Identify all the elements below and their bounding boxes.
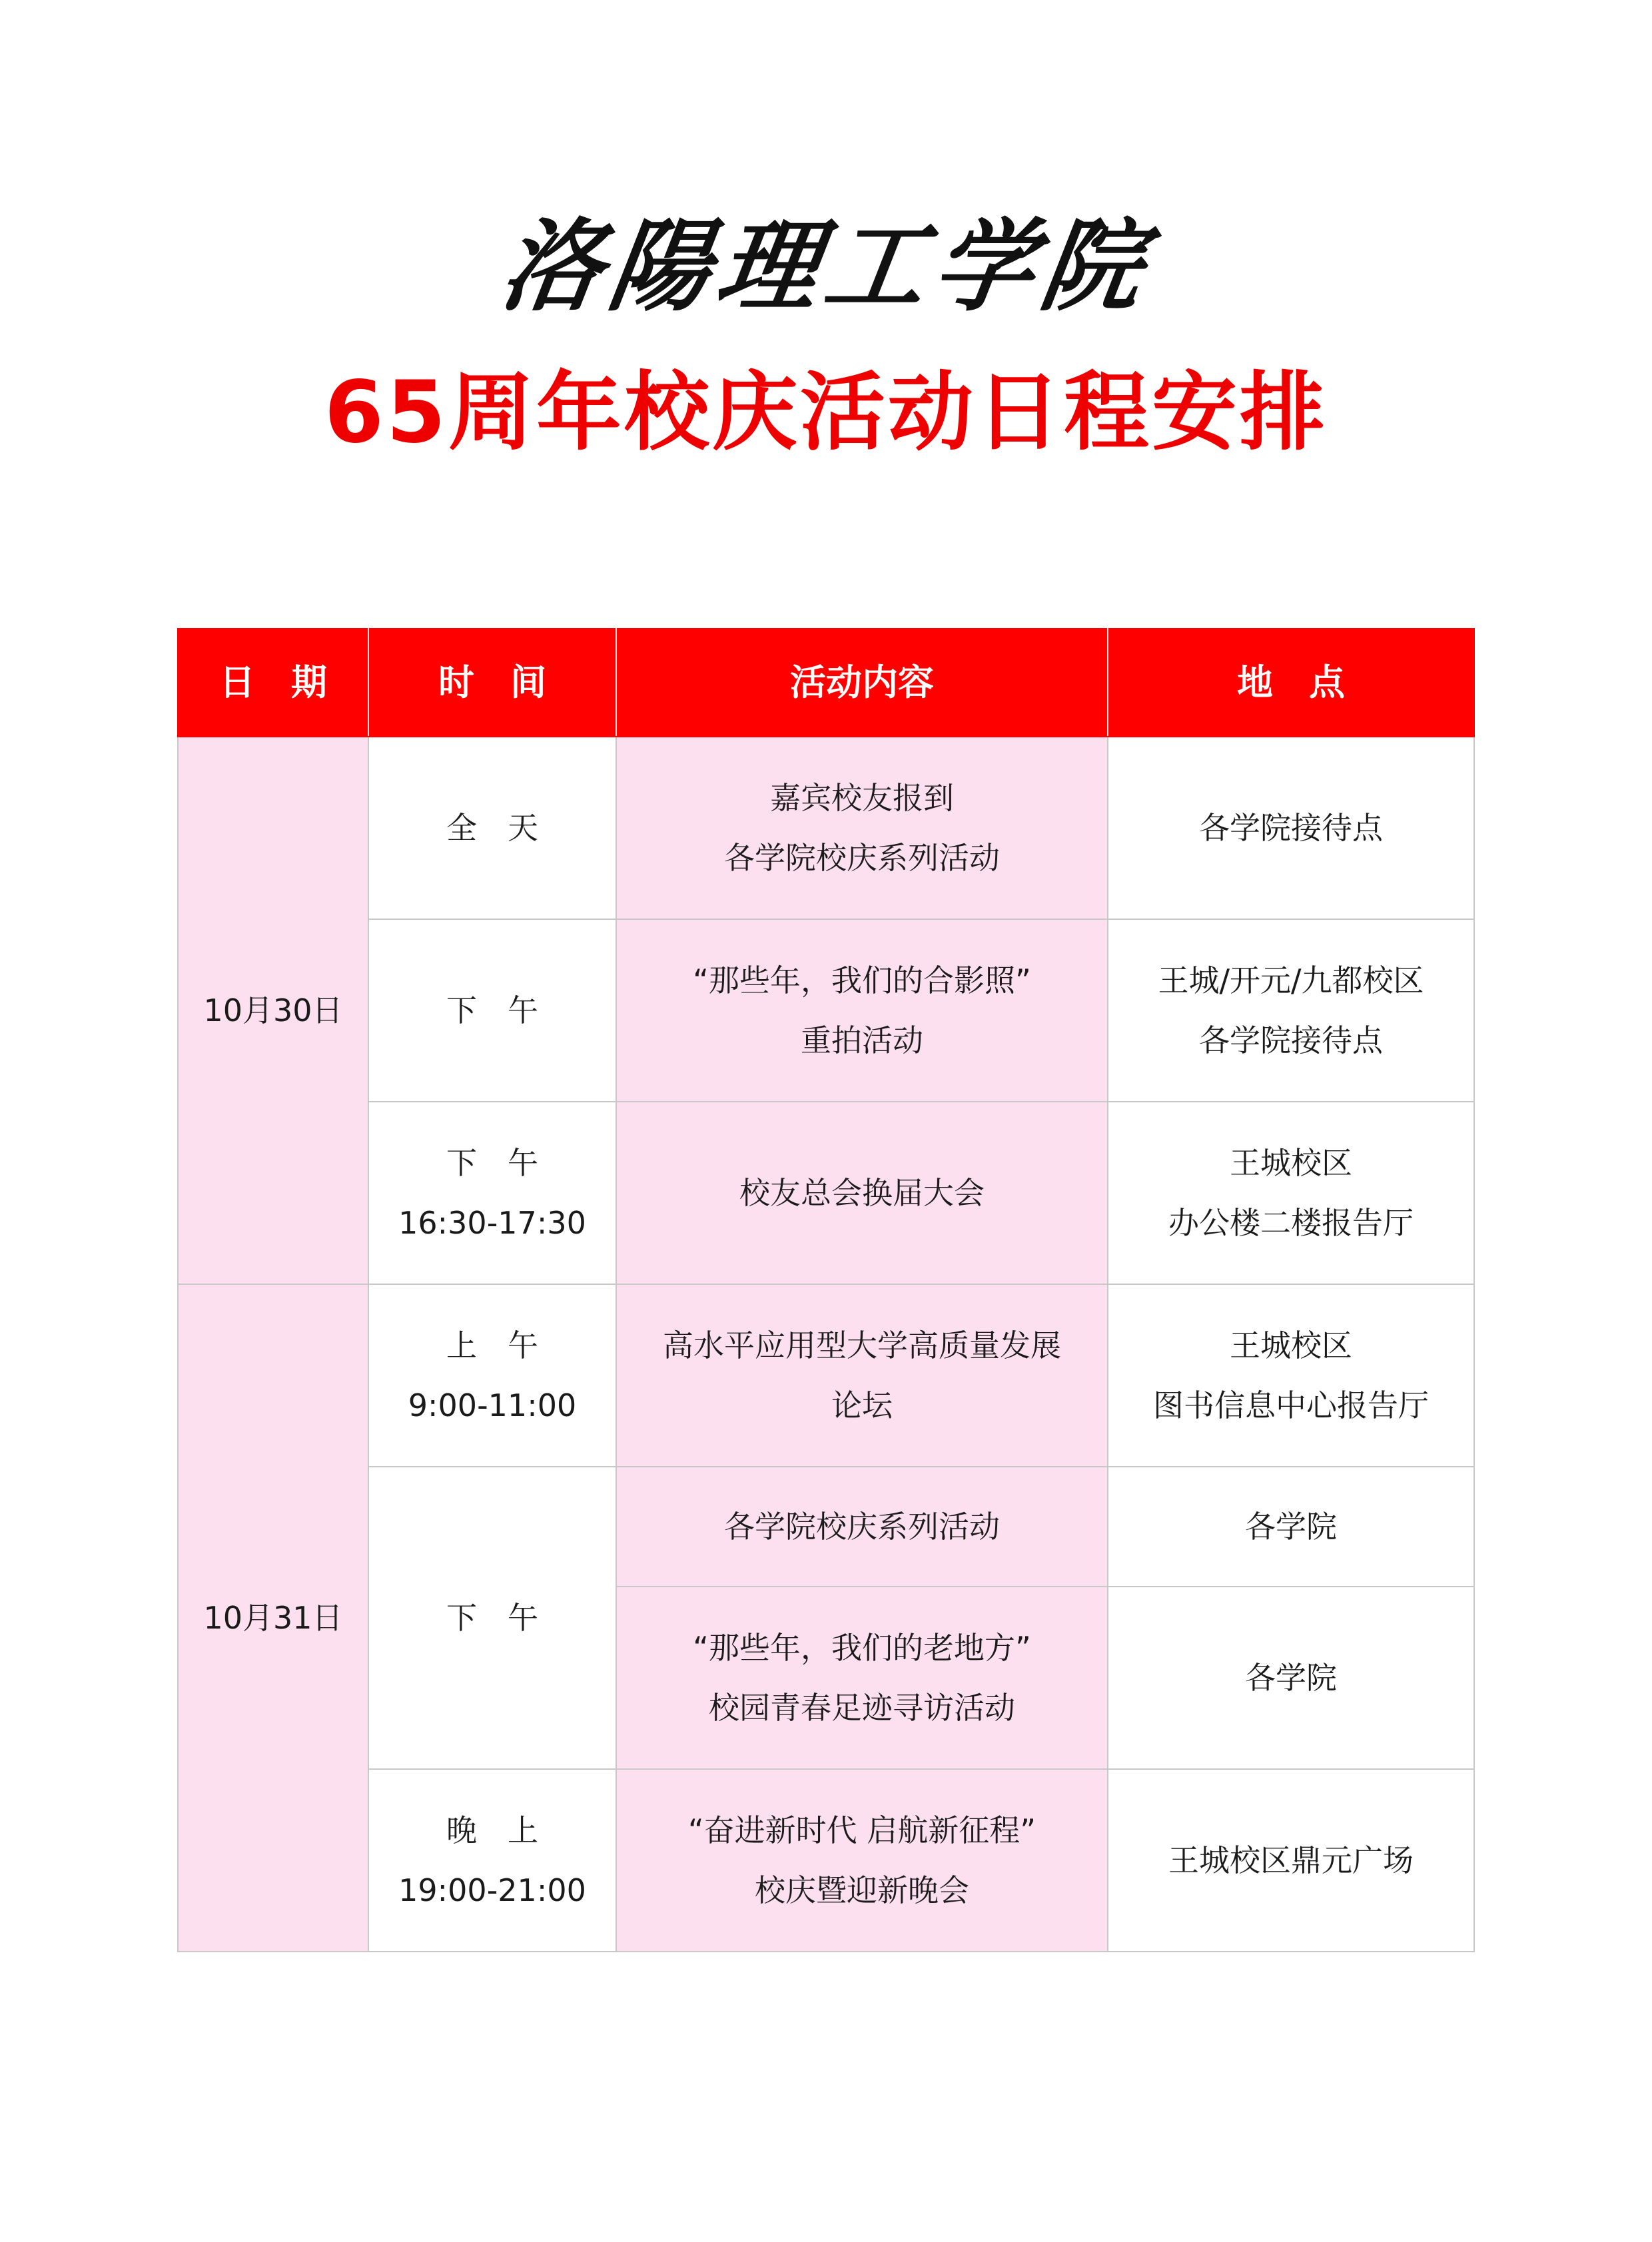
table-row <box>178 919 1474 1102</box>
location-line: 王城校区鼎元广场 <box>1168 1842 1414 1878</box>
time-label: 下 午 <box>446 1145 538 1181</box>
time-cell <box>368 1769 616 1952</box>
activity-line: 各学院校庆系列活动 <box>724 840 1000 876</box>
column-header-activity: 活动内容 <box>616 629 1108 737</box>
location-line: 各学院接待点 <box>1199 1022 1383 1058</box>
time-cell <box>368 1284 616 1467</box>
location-line: 王城校区 <box>1230 1327 1352 1363</box>
activity-cell <box>616 1284 1108 1467</box>
activity-cell <box>616 1587 1108 1769</box>
table-row <box>178 1284 1474 1467</box>
schedule-table <box>177 628 1475 1952</box>
time-label: 晚 上 <box>446 1812 538 1848</box>
activity-line: 各学院校庆系列活动 <box>724 1509 1000 1545</box>
time-cell <box>368 737 616 919</box>
table-row <box>178 737 1474 919</box>
activity-line: 校庆暨迎新晚会 <box>755 1872 969 1908</box>
activity-line: 嘉宾校友报到 <box>770 780 954 816</box>
time-cell <box>368 1467 616 1769</box>
location-cell <box>1108 1587 1474 1769</box>
activity-line: 高水平应用型大学高质量发展 <box>663 1327 1061 1363</box>
activity-line: 校友总会换届大会 <box>739 1175 985 1211</box>
time-range: 16:30-17:30 <box>398 1205 586 1241</box>
time-cell <box>368 919 616 1102</box>
location-line: 各学院接待点 <box>1199 810 1383 846</box>
time-range: 9:00-11:00 <box>408 1387 577 1423</box>
location-line: 图书信息中心报告厅 <box>1153 1387 1429 1423</box>
table-row <box>178 1769 1474 1952</box>
location-cell <box>1108 1769 1474 1952</box>
location-line: 各学院 <box>1245 1509 1337 1545</box>
location-cell <box>1108 919 1474 1102</box>
time-range: 19:00-21:00 <box>398 1872 586 1908</box>
activity-line: “那些年，我们的合影照” <box>693 962 1031 998</box>
activity-cell <box>616 737 1108 919</box>
location-line: 王城校区 <box>1230 1145 1352 1181</box>
time-label: 上 午 <box>446 1327 538 1363</box>
activity-line: 论坛 <box>831 1387 893 1423</box>
location-line: 办公楼二楼报告厅 <box>1168 1205 1414 1241</box>
time-cell <box>368 1102 616 1284</box>
column-header-date: 日 期 <box>178 629 368 737</box>
activity-cell <box>616 1769 1108 1952</box>
university-logo-text: 洛陽理工学院 <box>494 208 1158 325</box>
page-title: 65周年校庆活动日程安排 <box>324 363 1328 462</box>
date-cell: 10月30日 <box>178 737 368 1284</box>
activity-line: “那些年，我们的老地方” <box>693 1630 1031 1666</box>
location-cell <box>1108 737 1474 919</box>
column-header-time: 时 间 <box>368 629 616 737</box>
location-cell <box>1108 1102 1474 1284</box>
location-cell <box>1108 1284 1474 1467</box>
activity-cell <box>616 1102 1108 1284</box>
time-label: 下 午 <box>446 992 538 1028</box>
time-label: 下 午 <box>446 1600 538 1636</box>
activity-cell <box>616 919 1108 1102</box>
activity-line: 重拍活动 <box>801 1022 923 1058</box>
table-row <box>178 1467 1474 1587</box>
column-header-location: 地 点 <box>1108 629 1474 737</box>
table-row <box>178 1102 1474 1284</box>
activity-line: 校园青春足迹寻访活动 <box>709 1690 1015 1726</box>
activity-cell <box>616 1467 1108 1587</box>
table-header-row <box>178 629 1474 737</box>
location-cell <box>1108 1467 1474 1587</box>
location-line: 王城/开元/九都校区 <box>1158 962 1424 998</box>
date-cell: 10月31日 <box>178 1284 368 1952</box>
time-label: 全 天 <box>446 810 538 846</box>
location-line: 各学院 <box>1245 1660 1337 1696</box>
activity-line: “奋进新时代 启航新征程” <box>687 1812 1036 1848</box>
